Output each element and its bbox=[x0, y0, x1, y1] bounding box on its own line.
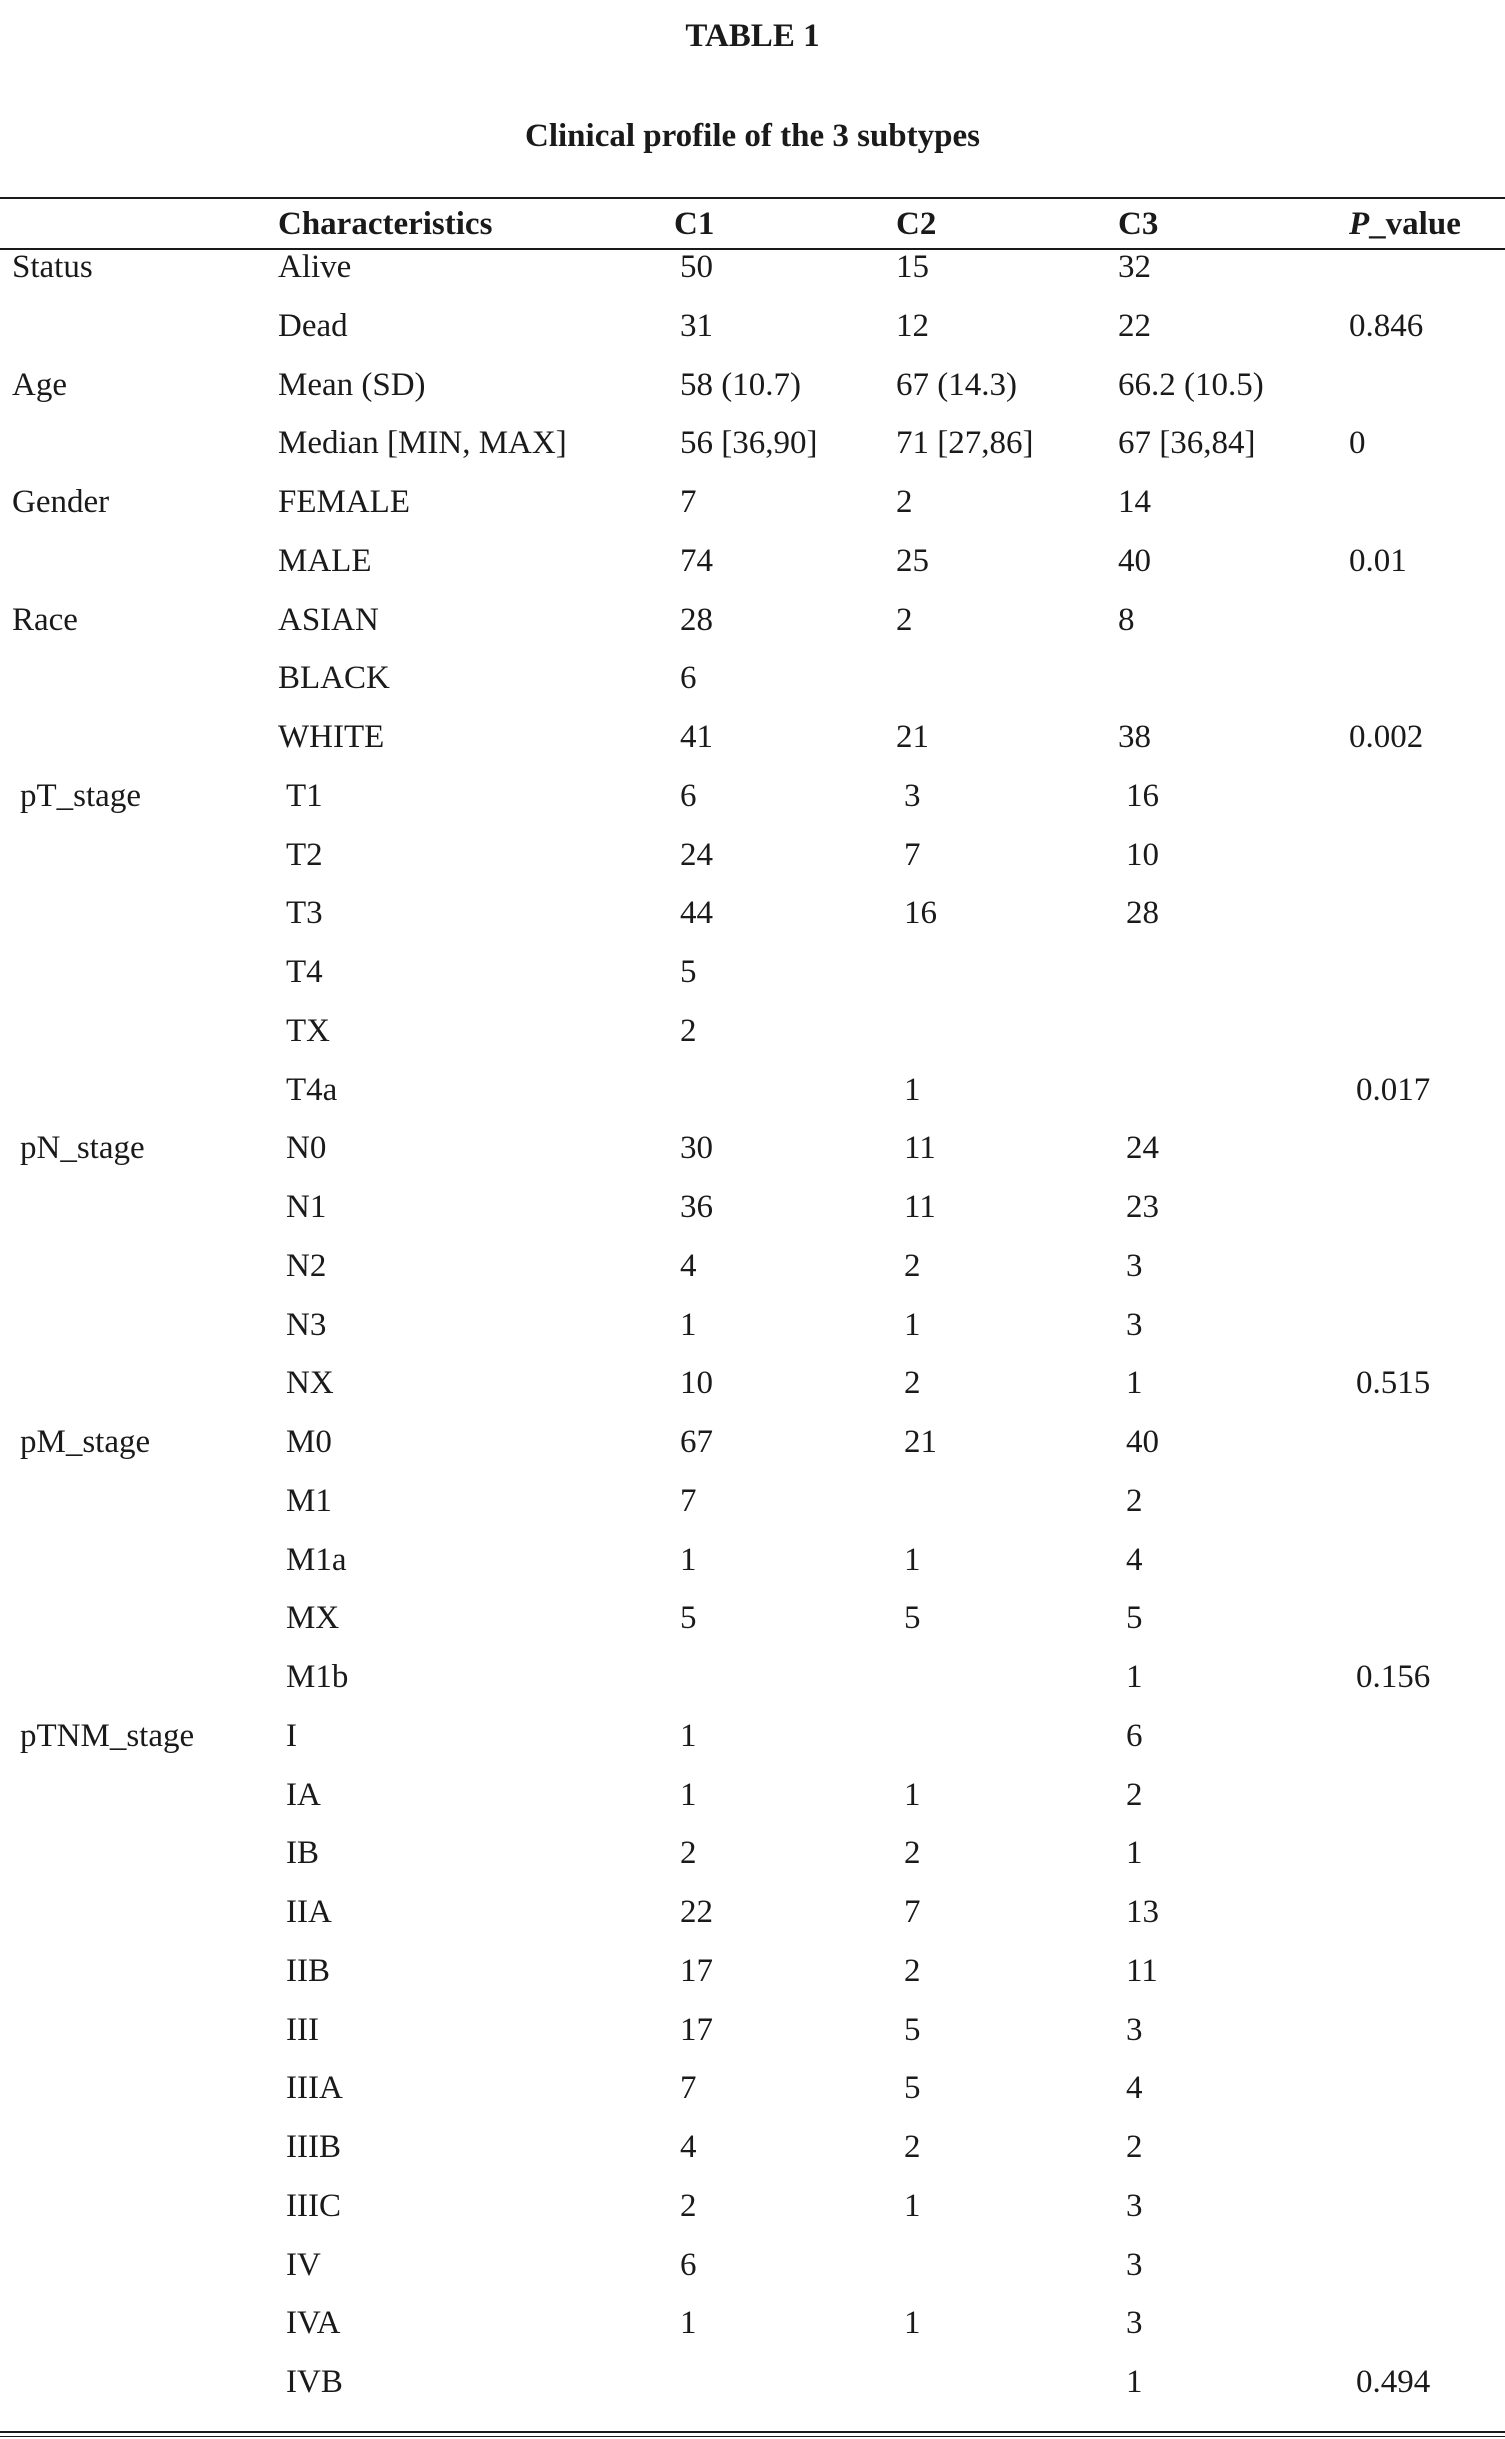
row-c3: 24 bbox=[1126, 1130, 1159, 1167]
row-characteristic: Dead bbox=[278, 307, 348, 344]
row-c3: 3 bbox=[1126, 2011, 1143, 2048]
row-c3: 16 bbox=[1126, 777, 1159, 814]
row-c2: 2 bbox=[896, 484, 913, 520]
row-group: Status bbox=[12, 249, 93, 285]
row-c3: 8 bbox=[1118, 601, 1135, 638]
row-group: Gender bbox=[12, 484, 110, 520]
row-c3: 1 bbox=[1126, 1365, 1143, 1402]
header-p-value-suffix: _value bbox=[1369, 206, 1461, 242]
row-c1: 44 bbox=[680, 895, 713, 932]
row-characteristic: IVB bbox=[286, 2364, 343, 2400]
table-row bbox=[0, 1648, 1505, 1706]
row-c1: 17 bbox=[680, 1952, 713, 1989]
table-row bbox=[0, 649, 1505, 707]
row-c1: 7 bbox=[680, 484, 697, 520]
row-c2: 12 bbox=[896, 307, 929, 344]
row-p-value: 0.017 bbox=[1356, 1071, 1431, 1108]
row-characteristic: MX bbox=[286, 1600, 340, 1637]
row-c2: 25 bbox=[896, 542, 929, 579]
row-c1: 41 bbox=[680, 719, 713, 755]
row-c3: 3 bbox=[1126, 2246, 1143, 2283]
row-c1: 22 bbox=[680, 1894, 713, 1930]
row-c2: 1 bbox=[904, 1776, 921, 1813]
row-characteristic: M1b bbox=[286, 1659, 349, 1695]
row-c1: 56 [36,90] bbox=[680, 425, 818, 462]
table-row bbox=[0, 1119, 1505, 1177]
table-row bbox=[0, 1824, 1505, 1882]
row-c1: 1 bbox=[680, 1776, 697, 1813]
row-characteristic: M0 bbox=[286, 1424, 332, 1460]
row-c3: 2 bbox=[1126, 2129, 1143, 2165]
row-c3: 13 bbox=[1126, 1894, 1159, 1930]
row-c1: 4 bbox=[680, 2129, 697, 2165]
row-p-value: 0.01 bbox=[1349, 542, 1407, 579]
table-row bbox=[0, 1002, 1505, 1060]
row-c2: 5 bbox=[904, 2070, 921, 2107]
row-characteristic: T4a bbox=[286, 1071, 338, 1108]
row-characteristic: IIIB bbox=[286, 2129, 341, 2165]
row-c3: 2 bbox=[1126, 1776, 1143, 1813]
header-c1: C1 bbox=[674, 206, 715, 242]
row-c2: 2 bbox=[904, 1835, 921, 1872]
row-characteristic: NX bbox=[286, 1365, 334, 1402]
row-c1: 7 bbox=[680, 2070, 697, 2107]
table-row bbox=[0, 238, 1505, 296]
table-row bbox=[0, 1178, 1505, 1236]
row-c1: 50 bbox=[680, 249, 713, 285]
row-p-value: 0.494 bbox=[1356, 2364, 1431, 2400]
row-characteristic: FEMALE bbox=[278, 484, 410, 520]
table-row bbox=[0, 2294, 1505, 2352]
row-characteristic: WHITE bbox=[278, 719, 385, 755]
row-group: Race bbox=[12, 601, 78, 638]
row-c2: 16 bbox=[904, 895, 937, 932]
row-characteristic: MALE bbox=[278, 542, 372, 579]
row-c2: 7 bbox=[904, 836, 921, 873]
row-group: pTNM_stage bbox=[20, 1717, 195, 1754]
row-characteristic: IA bbox=[286, 1776, 321, 1813]
row-c3: 23 bbox=[1126, 1189, 1159, 1225]
header-p-value-prefix: P bbox=[1349, 206, 1370, 242]
table-row bbox=[0, 1354, 1505, 1412]
row-c1: 74 bbox=[680, 542, 713, 579]
row-characteristic: IV bbox=[286, 2246, 321, 2283]
row-c2: 1 bbox=[904, 2305, 921, 2342]
row-characteristic: ASIAN bbox=[278, 601, 379, 638]
row-c1: 5 bbox=[680, 1600, 697, 1637]
row-c3: 11 bbox=[1126, 1952, 1158, 1989]
row-characteristic: N2 bbox=[286, 1247, 327, 1284]
row-characteristic: IIB bbox=[286, 1952, 330, 1989]
row-c3: 3 bbox=[1126, 1247, 1143, 1284]
row-c1: 58 (10.7) bbox=[680, 366, 801, 403]
row-c1: 1 bbox=[680, 1717, 697, 1754]
row-characteristic: IIIA bbox=[286, 2070, 343, 2107]
table-row bbox=[0, 414, 1505, 472]
row-characteristic: M1a bbox=[286, 1541, 347, 1578]
header-c3: C3 bbox=[1118, 206, 1159, 242]
table-row bbox=[0, 708, 1505, 766]
table-row bbox=[0, 2177, 1505, 2235]
row-c3: 3 bbox=[1126, 2305, 1143, 2342]
row-c1: 36 bbox=[680, 1189, 713, 1225]
row-c3: 40 bbox=[1126, 1424, 1159, 1460]
row-characteristic: Alive bbox=[278, 249, 352, 285]
row-c3: 66.2 (10.5) bbox=[1118, 366, 1264, 403]
row-c2: 11 bbox=[904, 1189, 936, 1225]
row-c2: 21 bbox=[896, 719, 929, 755]
row-c2: 1 bbox=[904, 1541, 921, 1578]
row-characteristic: BLACK bbox=[278, 660, 390, 697]
table-row bbox=[0, 1942, 1505, 2000]
table-row bbox=[0, 1531, 1505, 1589]
row-c2: 5 bbox=[904, 2011, 921, 2048]
row-c3: 28 bbox=[1126, 895, 1159, 932]
row-characteristic: T3 bbox=[286, 895, 323, 932]
table-row bbox=[0, 532, 1505, 590]
table-row bbox=[0, 826, 1505, 884]
row-c2: 21 bbox=[904, 1424, 937, 1460]
row-c1: 7 bbox=[680, 1482, 697, 1519]
row-c2: 1 bbox=[904, 1306, 921, 1343]
row-p-value: 0.515 bbox=[1356, 1365, 1431, 1402]
table-row bbox=[0, 1883, 1505, 1941]
row-characteristic: I bbox=[286, 1717, 297, 1754]
row-c3: 32 bbox=[1118, 249, 1151, 285]
table-row bbox=[0, 2001, 1505, 2059]
table-row bbox=[0, 1413, 1505, 1471]
table-row bbox=[0, 1296, 1505, 1354]
row-c2: 3 bbox=[904, 777, 921, 814]
row-c2: 2 bbox=[896, 601, 913, 638]
row-characteristic: IB bbox=[286, 1835, 319, 1872]
row-c3: 2 bbox=[1126, 1482, 1143, 1519]
row-c1: 30 bbox=[680, 1130, 713, 1167]
row-c1: 1 bbox=[680, 2305, 697, 2342]
row-characteristic: T2 bbox=[286, 836, 323, 873]
table-caption: Clinical profile of the 3 subtypes bbox=[525, 118, 980, 154]
row-c1: 2 bbox=[680, 1012, 697, 1049]
table-row bbox=[0, 1766, 1505, 1824]
table-row bbox=[0, 591, 1505, 649]
row-group: Age bbox=[12, 366, 67, 403]
table-row bbox=[0, 1707, 1505, 1765]
table-bottom-rule bbox=[0, 2431, 1505, 2433]
table-row bbox=[0, 884, 1505, 942]
row-c3: 3 bbox=[1126, 2187, 1143, 2224]
row-c3: 10 bbox=[1126, 836, 1159, 873]
row-c2: 67 (14.3) bbox=[896, 366, 1017, 403]
row-c3: 38 bbox=[1118, 719, 1151, 755]
row-c3: 14 bbox=[1118, 484, 1151, 520]
row-c3: 22 bbox=[1118, 307, 1151, 344]
row-characteristic: N0 bbox=[286, 1130, 327, 1167]
table-row bbox=[0, 767, 1505, 825]
row-characteristic: T4 bbox=[286, 954, 323, 990]
row-c3: 3 bbox=[1126, 1306, 1143, 1343]
row-c2: 2 bbox=[904, 1365, 921, 1402]
row-c3: 4 bbox=[1126, 1541, 1143, 1578]
row-c1: 17 bbox=[680, 2011, 713, 2048]
row-c3: 6 bbox=[1126, 1717, 1143, 1754]
row-characteristic: TX bbox=[286, 1012, 330, 1049]
table-row bbox=[0, 1061, 1505, 1119]
table-title: TABLE 1 bbox=[685, 18, 820, 54]
table-row bbox=[0, 943, 1505, 1001]
row-c3: 40 bbox=[1118, 542, 1151, 579]
table-row bbox=[0, 1472, 1505, 1530]
row-c2: 5 bbox=[904, 1600, 921, 1637]
row-characteristic: IVA bbox=[286, 2305, 341, 2342]
row-characteristic: IIIC bbox=[286, 2187, 341, 2224]
row-characteristic: IIA bbox=[286, 1894, 332, 1930]
row-c3: 67 [36,84] bbox=[1118, 425, 1256, 462]
row-c2: 71 [27,86] bbox=[896, 425, 1034, 462]
row-c3: 5 bbox=[1126, 1600, 1143, 1637]
row-characteristic: Median [MIN, MAX] bbox=[278, 425, 567, 462]
row-c3: 4 bbox=[1126, 2070, 1143, 2107]
row-c1: 2 bbox=[680, 1835, 697, 1872]
row-c3: 1 bbox=[1126, 1835, 1143, 1872]
row-c2: 11 bbox=[904, 1130, 936, 1167]
row-c2: 1 bbox=[904, 2187, 921, 2224]
header-characteristics: Characteristics bbox=[278, 206, 493, 242]
row-p-value: 0.846 bbox=[1349, 307, 1424, 344]
row-c1: 10 bbox=[680, 1365, 713, 1402]
row-p-value: 0.002 bbox=[1349, 719, 1424, 755]
table-row bbox=[0, 2118, 1505, 2176]
row-characteristic: M1 bbox=[286, 1482, 332, 1519]
row-c3: 1 bbox=[1126, 1659, 1143, 1695]
row-characteristic: T1 bbox=[286, 777, 323, 814]
row-c3: 1 bbox=[1126, 2364, 1143, 2400]
table-row bbox=[0, 356, 1505, 414]
row-c1: 5 bbox=[680, 954, 697, 990]
row-c1: 4 bbox=[680, 1247, 697, 1284]
row-group: pM_stage bbox=[20, 1424, 151, 1460]
table-row bbox=[0, 1589, 1505, 1647]
table-row bbox=[0, 473, 1505, 531]
table-row bbox=[0, 297, 1505, 355]
table-top-rule bbox=[0, 197, 1505, 199]
row-c1: 2 bbox=[680, 2187, 697, 2224]
table-row bbox=[0, 2353, 1505, 2411]
row-characteristic: Mean (SD) bbox=[278, 366, 426, 403]
row-c2: 7 bbox=[904, 1894, 921, 1930]
row-c1: 6 bbox=[680, 2246, 697, 2283]
table-row bbox=[0, 1237, 1505, 1295]
row-c1: 6 bbox=[680, 777, 697, 814]
table-row bbox=[0, 2059, 1505, 2117]
row-group: pT_stage bbox=[20, 777, 141, 814]
row-c1: 31 bbox=[680, 307, 713, 344]
row-group: pN_stage bbox=[20, 1130, 145, 1167]
row-c1: 1 bbox=[680, 1541, 697, 1578]
row-characteristic: N3 bbox=[286, 1306, 327, 1343]
row-c2: 2 bbox=[904, 1952, 921, 1989]
row-characteristic: N1 bbox=[286, 1189, 327, 1225]
row-characteristic: III bbox=[286, 2011, 319, 2048]
row-p-value: 0 bbox=[1349, 425, 1366, 462]
table-row bbox=[0, 2236, 1505, 2294]
row-c2: 2 bbox=[904, 2129, 921, 2165]
row-c1: 24 bbox=[680, 836, 713, 873]
row-c1: 1 bbox=[680, 1306, 697, 1343]
row-c2: 1 bbox=[904, 1071, 921, 1108]
row-c1: 28 bbox=[680, 601, 713, 638]
row-c2: 2 bbox=[904, 1247, 921, 1284]
row-c1: 6 bbox=[680, 660, 697, 697]
row-c2: 15 bbox=[896, 249, 929, 285]
header-c2: C2 bbox=[896, 206, 937, 242]
table-bottom-rule-thin bbox=[0, 2436, 1505, 2437]
row-c1: 67 bbox=[680, 1424, 713, 1460]
row-p-value: 0.156 bbox=[1356, 1659, 1431, 1695]
